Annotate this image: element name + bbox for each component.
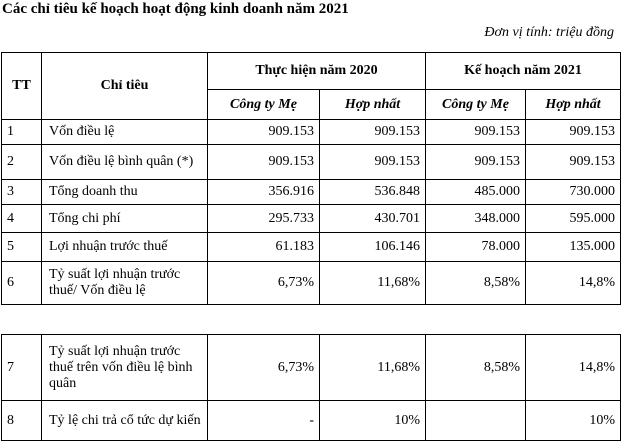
row-indicator: Tỷ lệ chi trả cổ tức dự kiến <box>42 401 208 441</box>
table-row <box>2 401 621 441</box>
cell-plan-consolidated: 135.000 <box>526 233 621 262</box>
cell-plan-consolidated: 10% <box>526 401 621 441</box>
cell-actual-parent: - <box>208 401 320 441</box>
row-indicator: Tỷ suất lợi nhuận trước thuế trên vốn điều lệ bình quân <box>42 335 208 401</box>
header-indicator: Chỉ tiêu <box>42 53 208 120</box>
plan-table <box>1 52 621 305</box>
row-indicator: Tổng doanh thu <box>42 180 208 205</box>
row-indicator: Vốn điều lệ <box>42 120 208 145</box>
table-row <box>2 233 621 262</box>
cell-actual-consolidated: 909.153 <box>320 145 426 180</box>
cell-actual-consolidated: 11,68% <box>320 262 426 305</box>
table-row <box>2 335 621 401</box>
row-indicator: Lợi nhuận trước thuế <box>42 233 208 262</box>
cell-plan-consolidated: 909.153 <box>526 120 621 145</box>
cell-actual-parent: 909.153 <box>208 120 320 145</box>
row-number: 1 <box>2 120 42 145</box>
cell-actual-consolidated: 10% <box>320 401 426 441</box>
cell-actual-parent: 6,73% <box>208 262 320 305</box>
table-row <box>2 262 621 305</box>
table-row <box>2 205 621 233</box>
cell-plan-parent: 8,58% <box>426 335 526 401</box>
cell-plan-parent: 78.000 <box>426 233 526 262</box>
cell-actual-consolidated: 430.701 <box>320 205 426 233</box>
header-consolidated-plan: Hợp nhất <box>526 90 621 120</box>
cell-plan-consolidated: 909.153 <box>526 145 621 180</box>
cell-plan-parent: 485.000 <box>426 180 526 205</box>
cell-plan-consolidated: 14,8% <box>526 335 621 401</box>
row-indicator: Tỷ suất lợi nhuận trước thuế/ Vốn điều lệ <box>42 262 208 305</box>
cell-actual-consolidated: 536.848 <box>320 180 426 205</box>
row-number: 6 <box>2 262 42 305</box>
cell-actual-parent: 909.153 <box>208 145 320 180</box>
cell-actual-consolidated: 11,68% <box>320 335 426 401</box>
cell-actual-parent: 356.916 <box>208 180 320 205</box>
row-number: 5 <box>2 233 42 262</box>
cell-plan-parent: 909.153 <box>426 145 526 180</box>
cell-actual-parent: 61.183 <box>208 233 320 262</box>
plan-table-continued <box>1 334 621 441</box>
cell-actual-parent: 6,73% <box>208 335 320 401</box>
cell-plan-consolidated: 730.000 <box>526 180 621 205</box>
row-number: 8 <box>2 401 42 441</box>
header-tt: TT <box>2 53 42 120</box>
row-indicator: Tổng chi phí <box>42 205 208 233</box>
row-number: 7 <box>2 335 42 401</box>
cell-actual-parent: 295.733 <box>208 205 320 233</box>
cell-plan-parent: 909.153 <box>426 120 526 145</box>
cell-plan-parent: 348.000 <box>426 205 526 233</box>
cell-plan-parent: 8,58% <box>426 262 526 305</box>
row-number: 2 <box>2 145 42 180</box>
table-row <box>2 120 621 145</box>
cell-plan-consolidated: 14,8% <box>526 262 621 305</box>
header-parent-plan: Công ty Mẹ <box>426 90 526 120</box>
row-number: 4 <box>2 205 42 233</box>
cell-actual-consolidated: 106.146 <box>320 233 426 262</box>
row-indicator: Vốn điều lệ bình quân (*) <box>42 145 208 180</box>
header-actual-2020: Thực hiện năm 2020 <box>208 53 426 90</box>
cell-plan-parent <box>426 401 526 441</box>
cell-plan-consolidated: 595.000 <box>526 205 621 233</box>
header-parent: Công ty Mẹ <box>208 90 320 120</box>
header-consolidated: Hợp nhất <box>320 90 426 120</box>
header-plan-2021: Kế hoạch năm 2021 <box>426 53 621 90</box>
unit-note: Đơn vị tính: triệu đồng <box>484 25 614 40</box>
cell-actual-consolidated: 909.153 <box>320 120 426 145</box>
table-row <box>2 145 621 180</box>
row-number: 3 <box>2 180 42 205</box>
table-row <box>2 180 621 205</box>
page-title: Các chỉ tiêu kế hoạch hoạt động kinh doanh năm 2021 <box>2 1 349 17</box>
